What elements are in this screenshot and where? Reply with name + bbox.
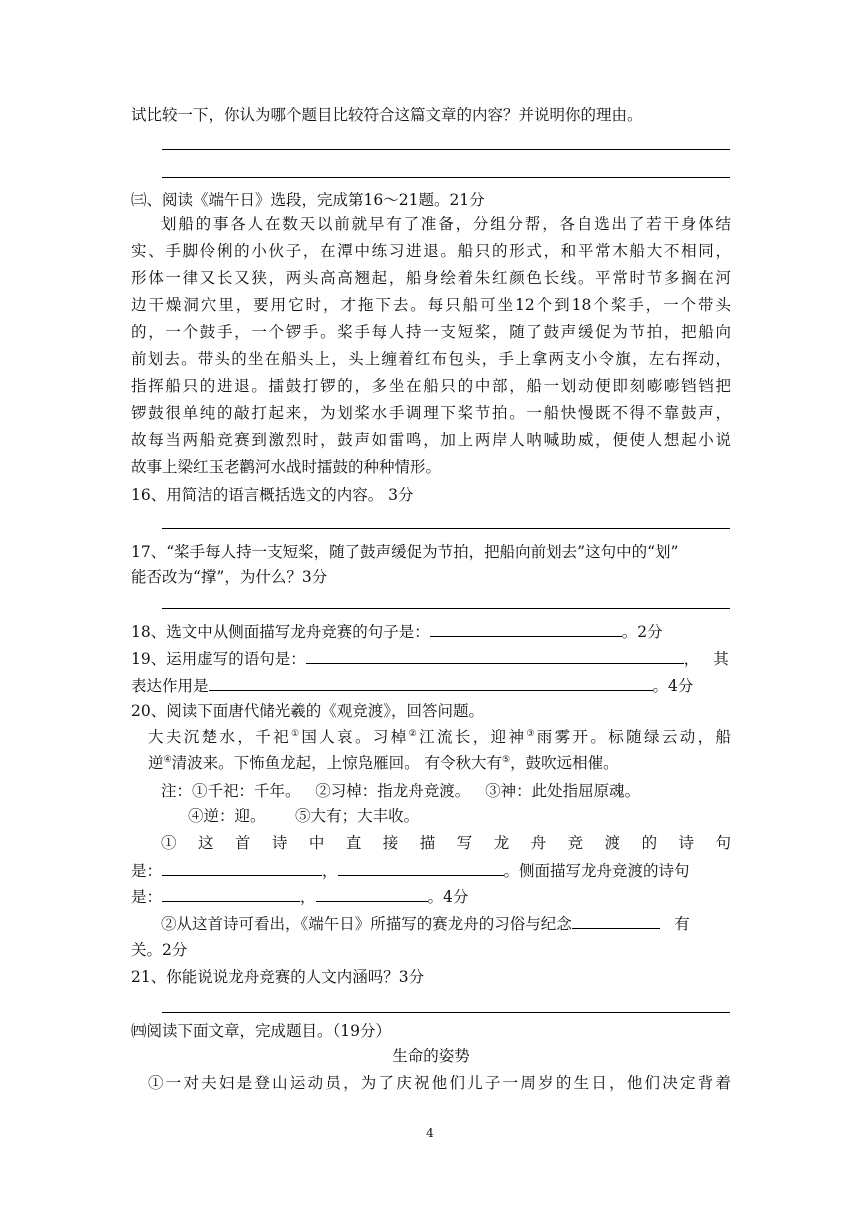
- poem-line-1: 大夫沉楚水，千祀①国人哀。习棹②江流长，迎神③雨雾开。标随绿云动，船: [148, 728, 731, 746]
- article-paragraph: ①一对夫妇是登山运动员，为了庆祝他们儿子一周岁的生日，他们决定背着: [148, 1074, 731, 1092]
- passage-line: 指挥船只的进退。擂鼓打锣的，多坐在船只的中部，船一划动便即刻嘭嘭铛铛把: [131, 377, 731, 395]
- page-number: 4: [426, 1126, 434, 1140]
- answer-line: [162, 149, 730, 150]
- poem-note-2: ④逆：迎。 ⑤大有；大丰收。: [188, 807, 420, 825]
- passage-line: 实、手脚伶俐的小伙子，在潭中练习进退。船只的形式，和平常木船大不相同，: [131, 242, 731, 260]
- answer-blank[interactable]: [162, 860, 322, 876]
- previous-question: 试比较一下，你认为哪个题目比较符合这篇文章的内容？并说明你的理由。: [131, 106, 643, 124]
- question-20-1: ① 这 首 诗 中 直 接 描 写 龙 舟 竞 渡 的 诗 句: [161, 834, 731, 852]
- passage-line: 故每当两船竞赛到激烈时，鼓声如雷鸣，加上两岸人呐喊助威，便使人想起小说: [131, 431, 731, 449]
- passage-line: 前划去。带头的坐在船头上，头上缠着红布包头，手上拿两支小令旗，左右挥动，: [131, 350, 731, 368]
- passage-line: 划船的事各人在数天以前就早有了准备，分组分帮，各自选出了若干身体结: [161, 215, 731, 233]
- question-17-line-1: 17、“桨手每人持一支短桨，随了鼓声缓促为节拍，把船向前划去”这句中的“划”: [131, 543, 679, 561]
- answer-line: [162, 528, 730, 529]
- passage-line: 的，一个鼓手，一个锣手。桨手每人持一支短桨，随了鼓声缓促为节拍，把船向: [131, 323, 731, 341]
- poem-note-1: 注：①千祀：千年。 ②习棹：指龙舟竞渡。 ③神：此处指屈原魂。: [161, 782, 641, 800]
- question-16: 16、用简洁的语言概括选文的内容。 3分: [131, 486, 414, 504]
- question-20-1-line-3: 是： ， 。4分: [131, 888, 469, 906]
- question-19-line-1: 19、运用虚写的语句是： ，其: [131, 650, 729, 668]
- question-20: 20、阅读下面唐代储光羲的《观竞渡》，回答问题。: [131, 702, 484, 720]
- answer-blank[interactable]: [572, 913, 660, 929]
- question-21: 21、你能说说龙舟竞赛的人文内涵吗？3分: [131, 968, 425, 986]
- question-17-line-2: 能否改为“撑”，为什么？3分: [131, 568, 328, 586]
- passage-line: 锣鼓很单纯的敲打起来，为划桨水手调理下桨节拍。一船快慢既不得不靠鼓声，: [131, 404, 731, 422]
- question-18: 18、选文中从侧面描写龙舟竞赛的句子是： 。2分: [131, 623, 663, 641]
- answer-blank[interactable]: [430, 621, 622, 637]
- section-3-heading: ㈢、阅读《端午日》选段，完成第16～21题。21分: [131, 191, 485, 209]
- question-20-2: ②从这首诗可看出，《端午日》所描写的赛龙舟的习俗与纪念 有: [161, 915, 690, 933]
- question-20-2-line-2: 关。2分: [131, 941, 188, 959]
- passage-line: 形体一律又长又狭，两头高高翘起，船身绘着朱红颜色长线。平常时节多搁在河: [131, 269, 731, 287]
- answer-blank[interactable]: [338, 860, 504, 876]
- article-title: 生命的姿势: [392, 1047, 470, 1065]
- answer-blank[interactable]: [209, 675, 653, 691]
- question-20-1-line-2: 是： ， 。侧面描写龙舟竞渡的诗句: [131, 862, 690, 880]
- answer-blank[interactable]: [316, 886, 428, 902]
- answer-line: [162, 1012, 730, 1013]
- passage-line: 边干燥洞穴里，要用它时，才拖下去。每只船可坐12个到18个桨手，一个带头: [131, 296, 731, 314]
- passage-line: 故事上梁红玉老鹳河水战时擂鼓的种种情形。: [131, 458, 442, 476]
- section-4-heading: ㈣阅读下面文章，完成题目。（19分）: [131, 1022, 391, 1040]
- answer-line: [162, 177, 730, 178]
- question-19-line-2: 表达作用是 。4分: [131, 677, 694, 695]
- answer-blank[interactable]: [162, 886, 300, 902]
- answer-line: [162, 608, 730, 609]
- answer-blank[interactable]: [306, 648, 684, 664]
- poem-line-2: 逆④清波来。下怖鱼龙起，上惊凫雁回。 有令秋大有⑤，鼓吹远相催。: [148, 754, 619, 772]
